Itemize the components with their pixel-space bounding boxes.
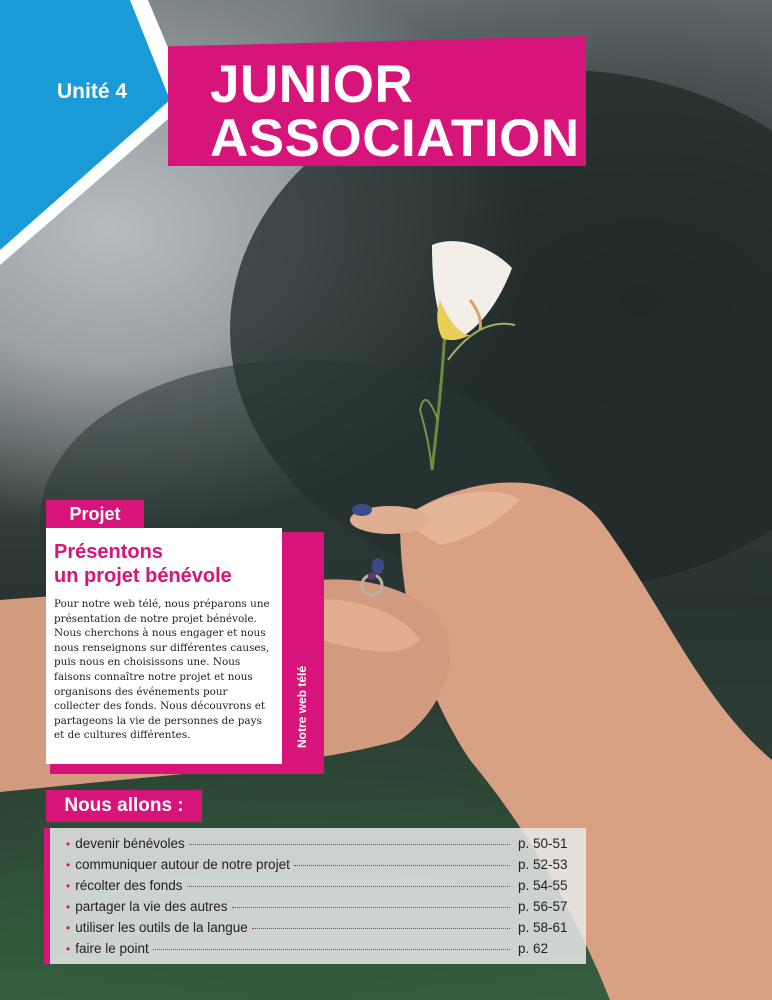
toc-item-label: communiquer autour de notre projet: [75, 857, 290, 872]
unit-label: Unité 4: [57, 80, 128, 103]
dot-leader: [232, 907, 510, 908]
nous-allons-tab: Nous allons :: [46, 790, 202, 822]
projet-box: [46, 528, 282, 764]
bullet-icon: •: [66, 858, 71, 872]
toc-item-label: récolter des fonds: [75, 878, 183, 893]
toc-item[interactable]: [66, 899, 572, 920]
unit-marker: [0, 0, 190, 265]
dot-leader: [187, 886, 510, 887]
toc-item-label: utiliser les outils de la langue: [75, 920, 248, 935]
toc-item-label: partager la vie des autres: [75, 899, 228, 914]
toc-item-page: p. 56-57: [518, 899, 568, 914]
bullet-icon: •: [66, 879, 71, 893]
title-line-2: ASSOCIATION: [210, 109, 580, 168]
toc-item-page: p. 52-53: [518, 857, 568, 872]
projet-title: Présentons un projet bénévole: [54, 541, 232, 587]
toc-item[interactable]: [66, 836, 572, 857]
bullet-icon: •: [66, 900, 71, 914]
web-tele-text: Notre web télé: [295, 665, 309, 749]
dot-leader: [189, 844, 510, 845]
toc-item[interactable]: [66, 941, 572, 962]
toc-item-label: faire le point: [75, 941, 149, 956]
toc-item-page: p. 54-55: [518, 878, 568, 893]
table-of-contents: [50, 828, 586, 964]
dot-leader: [252, 928, 510, 929]
dot-leader: [153, 949, 510, 950]
bullet-icon: •: [66, 837, 71, 851]
projet-description: Pour notre web télé, nous préparons une présentation de notre projet bénévole. Nous cherchons à nous engager et nous nous renseignons sur différentes causes, puis nous en choisissons une. Nous faisons connaître notre projet et nous organisons des événements pour collecter des fonds. Nous découvrons et partageons la vie de personnes de pays et de cultures différentes.: [54, 598, 270, 742]
web-tele-label: [280, 640, 324, 774]
toc-item-page: p. 62: [518, 941, 549, 956]
toc-item-label: devenir bénévoles: [75, 836, 185, 851]
toc-item-page: p. 58-61: [518, 920, 568, 935]
bullet-icon: •: [66, 942, 71, 956]
title-line-1: JUNIOR: [210, 55, 414, 114]
toc-item[interactable]: [66, 920, 572, 941]
toc-item-page: p. 50-51: [518, 836, 568, 851]
projet-tab: Projet: [46, 500, 144, 528]
toc-item[interactable]: [66, 878, 572, 899]
page-title: [210, 55, 580, 168]
bullet-icon: •: [66, 921, 71, 935]
dot-leader: [294, 865, 510, 866]
toc-item[interactable]: [66, 857, 572, 878]
